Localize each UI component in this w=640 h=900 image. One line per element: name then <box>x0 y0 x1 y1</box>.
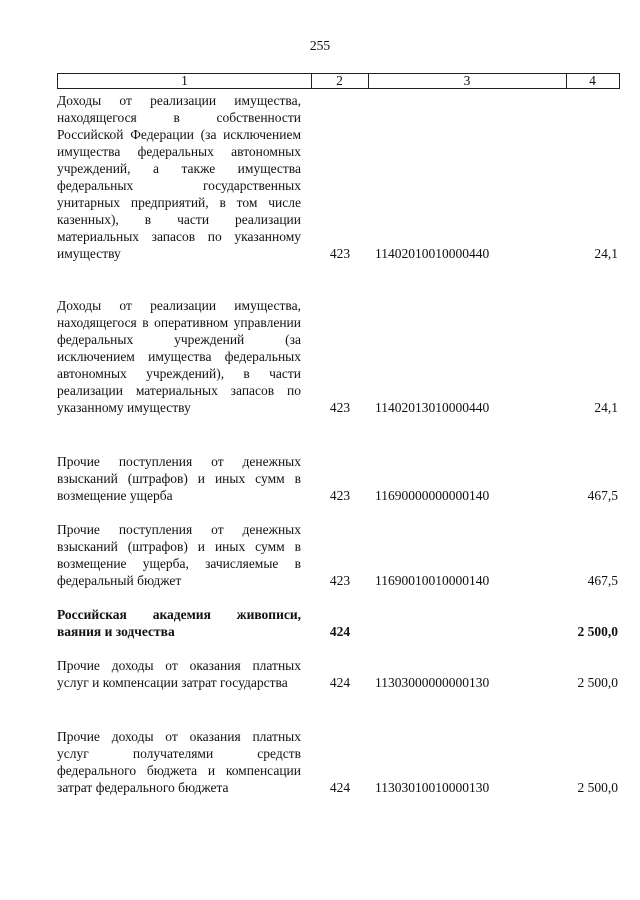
row-code: 424 <box>329 675 351 690</box>
row-amount: 467,5 <box>587 488 618 503</box>
row-kbk: 11690000000000140 <box>375 488 490 503</box>
table-row-section <box>57 606 620 640</box>
row-amount: 2 500,0 <box>577 780 618 795</box>
row-code: 424 <box>329 780 351 795</box>
row-kbk: 11303010010000130 <box>375 780 490 795</box>
table-row <box>57 521 620 589</box>
header-col-2: 2 <box>311 74 369 88</box>
row-amount: 2 500,0 <box>577 675 618 690</box>
row-code: 424 <box>329 624 351 639</box>
row-name: Прочие доходы от оказания платных услуг получателями средств федерального бюджета и компенсации затрат федерального бюджета <box>57 729 301 795</box>
header-col-4: 4 <box>589 73 596 88</box>
row-amount: 467,5 <box>587 573 618 588</box>
table-header <box>57 73 620 89</box>
table-row <box>57 728 620 796</box>
table-row <box>57 297 620 416</box>
row-name: Доходы от реализации имущества, находящегося в собственности Российской Федерации (за исключением имущества федеральных автономных учреждений, а также имущества федеральных государственных унитарных предприятий, в том числе казенных), в части реализации материальных запасов по указанному имуществу <box>57 93 301 261</box>
row-code: 423 <box>329 246 351 261</box>
row-amount: 24,1 <box>594 400 618 415</box>
row-name: Прочие поступления от денежных взысканий (штрафов) и иных сумм в возмещение ущерба <box>57 454 301 503</box>
page-number: 255 <box>309 38 331 53</box>
row-name: Прочие поступления от денежных взысканий (штрафов) и иных сумм в возмещение ущерба, зачисляемые в федеральный бюджет <box>57 522 301 588</box>
row-kbk: 11402010010000440 <box>375 246 490 261</box>
row-code: 423 <box>329 488 351 503</box>
table-row <box>57 92 620 262</box>
row-name: Доходы от реализации имущества, находящегося в оперативном управлении федеральных учреждений (за исключением имущества федеральных автономных учреждений), в части реализации материальных запасов по указанному имуществу <box>57 298 301 415</box>
row-name: Прочие доходы от оказания платных услуг и компенсации затрат государства <box>57 658 301 690</box>
table-row <box>57 657 620 691</box>
row-kbk: 11402013010000440 <box>375 400 490 415</box>
row-kbk: 11303000000000130 <box>375 675 490 690</box>
row-name: Российская академия живописи, ваяния и зодчества <box>57 607 301 639</box>
header-col-3: 3 <box>368 74 567 88</box>
table-row <box>57 453 620 504</box>
header-col-1: 1 <box>58 74 312 88</box>
row-code: 423 <box>329 573 351 588</box>
row-amount: 2 500,0 <box>577 624 618 639</box>
row-amount: 24,1 <box>594 246 618 261</box>
row-code: 423 <box>329 400 351 415</box>
row-kbk: 11690010010000140 <box>375 573 490 588</box>
